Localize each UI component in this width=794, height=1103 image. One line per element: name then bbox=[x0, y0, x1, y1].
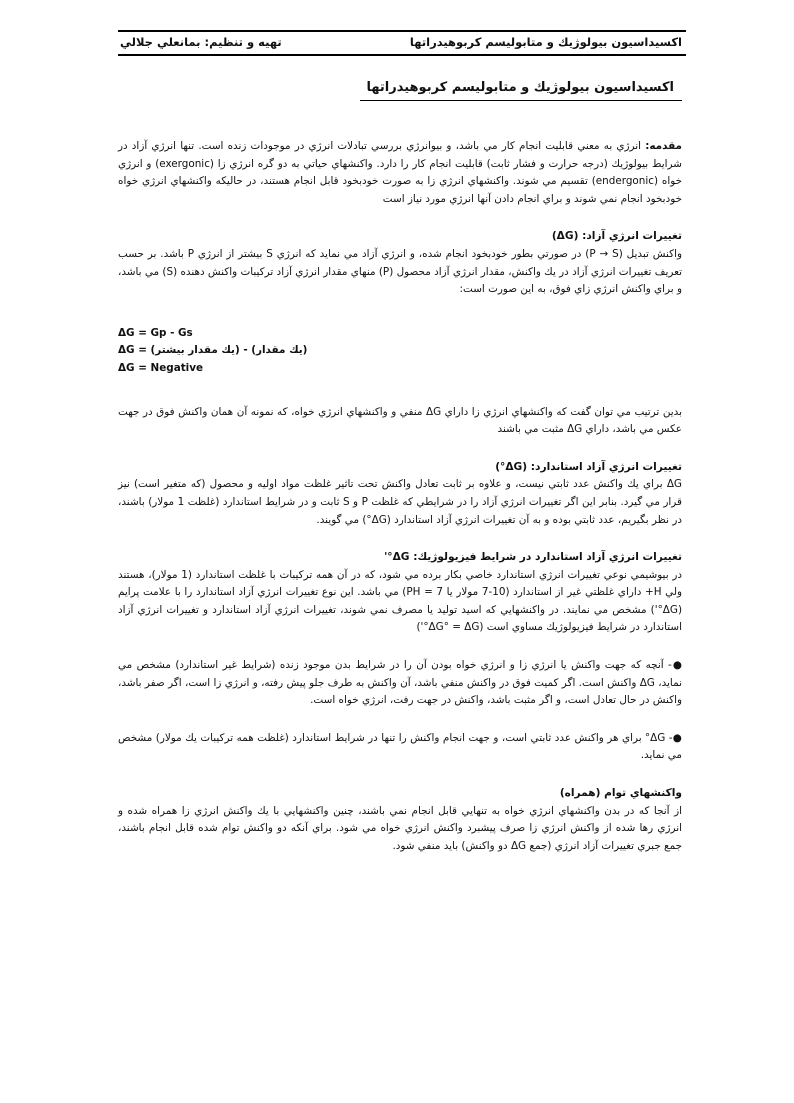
intro-lead: مقدمه: bbox=[645, 140, 682, 152]
equation-2: ΔG = (يك مقدار بيشتر) - (يك مقدار) bbox=[118, 344, 308, 357]
running-header bbox=[118, 30, 686, 56]
bullet-point-2: ●- ΔG° براي هر واكنش عدد ثابتي است، و جهت انجام واكنش را تنها در شرايط استاندارد (غلظت همه تركيبات يك مولار) مشخص مي نمايد. bbox=[118, 731, 682, 762]
document-body bbox=[118, 138, 682, 855]
heading-free-energy: تغييرات انرژي آزاد: (ΔG) bbox=[551, 230, 682, 243]
intro-paragraph bbox=[118, 138, 682, 208]
equation-3: ΔG = Negative bbox=[118, 361, 204, 374]
equation-1: ΔG = Gp - Gs bbox=[118, 326, 193, 339]
standard-free-energy-paragraph: ΔG براي يك واكنش عدد ثابتي نيست، و علاوه بر ثابت تعادل واكنش تحت تاثير غلظت مواد اوليه و محصول (كه متغير است) نيز قرار مي گيرد. بنابر اين اگر تغييرات انرژي آزاد را در شرايطي كه غلظت P و S ثابت و در شرايط استاندارد (غلظت 1 مولار) باشند، در نظر بگيريم، عدد ثابتي بوده و به آن تغييرات انرژي آزاد استاندارد (ΔG°) مي گويند. bbox=[118, 478, 682, 526]
bullet-point-1: ●- آنچه كه جهت واكنش يا انرژي زا و انرژي خواه بودن آن را در شرايط بدن موجود زنده (شرايط غير استاندارد) مشخص مي نمايد، ΔG واكنش است. اگر كميت فوق در واكنش منفي باشد، آن واكنش به طرف جلو پيش رفته، و انرژي زا است، اگر صفر باشد، واكنش در حال تعادل است، و اگر مثبت باشد، واكنش در جهت رفت، انرژي خواه است. bbox=[118, 659, 682, 707]
header-doc-title: اكسيداسيون بيولوژيك و متابوليسم كربوهيدراتها bbox=[409, 35, 682, 49]
page-title: اكسيداسيون بيولوژيك و متابوليسم كربوهيدراتها bbox=[366, 80, 674, 95]
header-author: تهيه و تنظيم: بمانعلي جلالي bbox=[120, 35, 282, 49]
heading-standard-free-energy: تغييرات انرژي آزاد استاندارد: (ΔG°) bbox=[495, 460, 682, 473]
free-energy-paragraph: واكنش تبديل (P → S) در صورتي بطور خودبخود انجام شده، و انرژي آزاد مي نمايد كه انرژي S بيشتر از انرژي P باشد. بر حسب تعريف تغييرات انرژي آزاد در يك واكنش، مقدار انرژي آزاد محصول (P) منهاي مقدار انرژي آزاد تركيبات واكنش دهنده (S) مي باشد، و براي واكنش انرژي زاي فوق، به اين صورت است: bbox=[118, 247, 682, 296]
heading-coupled-reactions: واكنشهاي توام (همراه) bbox=[559, 787, 682, 800]
intro-text: انرژي به معني قابليت انجام كار مي باشد، و بيوانرژي بررسي تبادلات انرژي در موجودات زنده است. تنها انرژي آزاد در شرايط بيولوژيك (درجه حرارت و فشار ثابت) قابليت انجام كار را دارد. واكنشهاي حياتي به دو گره انرژي زا (exergonic) و انرژي خواه (endergonic) تقسيم مي شوند. واكنشهاي انرژي زا به صورت خودبخود قابل انجام هستند، در حاليكه واكنشهاي انرژي خواه خودبخود انجام نمي شوند و براي انجام دادن آنها انرژي مورد نياز است bbox=[118, 140, 682, 205]
heading-physiological-free-energy: تغييرات انرژي آزاد استاندارد در شرايط فيزيولوژيك: ΔG°' bbox=[384, 551, 682, 564]
physiological-paragraph: در بيوشيمي نوعي تغييرات انرژي استاندارد خاصي بكار برده مي شود، كه در آن همه تركيبات با غلظت استاندارد (1 مولار)، هستند ولي H+ داراي غلظتي غير از استاندارد (10-7 مولار يا PH = 7) مي باشد. اين نوع تغييرات انرژي آزاد استاندارد را با علامت پرايم (ΔG°') مشخص مي نمايند. در واكنشهايي كه اسيد توليد يا مصرف نمي شوند، تغييرات انرژي آزاد استاندارد و تغييرات انرژي آزاد استاندارد در شرايط فيزيولوژيك مساوي است (ΔG° = ΔG°') bbox=[118, 568, 683, 634]
coupled-reactions-paragraph: از آنجا كه در بدن واكنشهاي انرژي خواه به تنهايي قابل انجام نمي باشند، چنين واكنشهايي با يك واكنش انرژي زا همراه شده و انرژي رها شده از واكنش انرژي زا صرف پيشبرد واكنش انرژي خواه مي شود. براي آنكه دو واكنش توام شده قابل انجام باشند، جمع جبري تغييرات آزاد انرژي (جمع ΔG دو واكنش) بايد منفي شود. bbox=[118, 804, 682, 852]
sign-paragraph: بدين ترتيب مي توان گفت كه واكنشهاي انرژي زا داراي ΔG منفي و واكنشهاي انرژي خواه، كه نمونه آن همان واكنش فوق در جهت عكس مي باشد، داراي ΔG مثبت مي باشند bbox=[118, 405, 683, 436]
title-underline bbox=[360, 100, 682, 101]
